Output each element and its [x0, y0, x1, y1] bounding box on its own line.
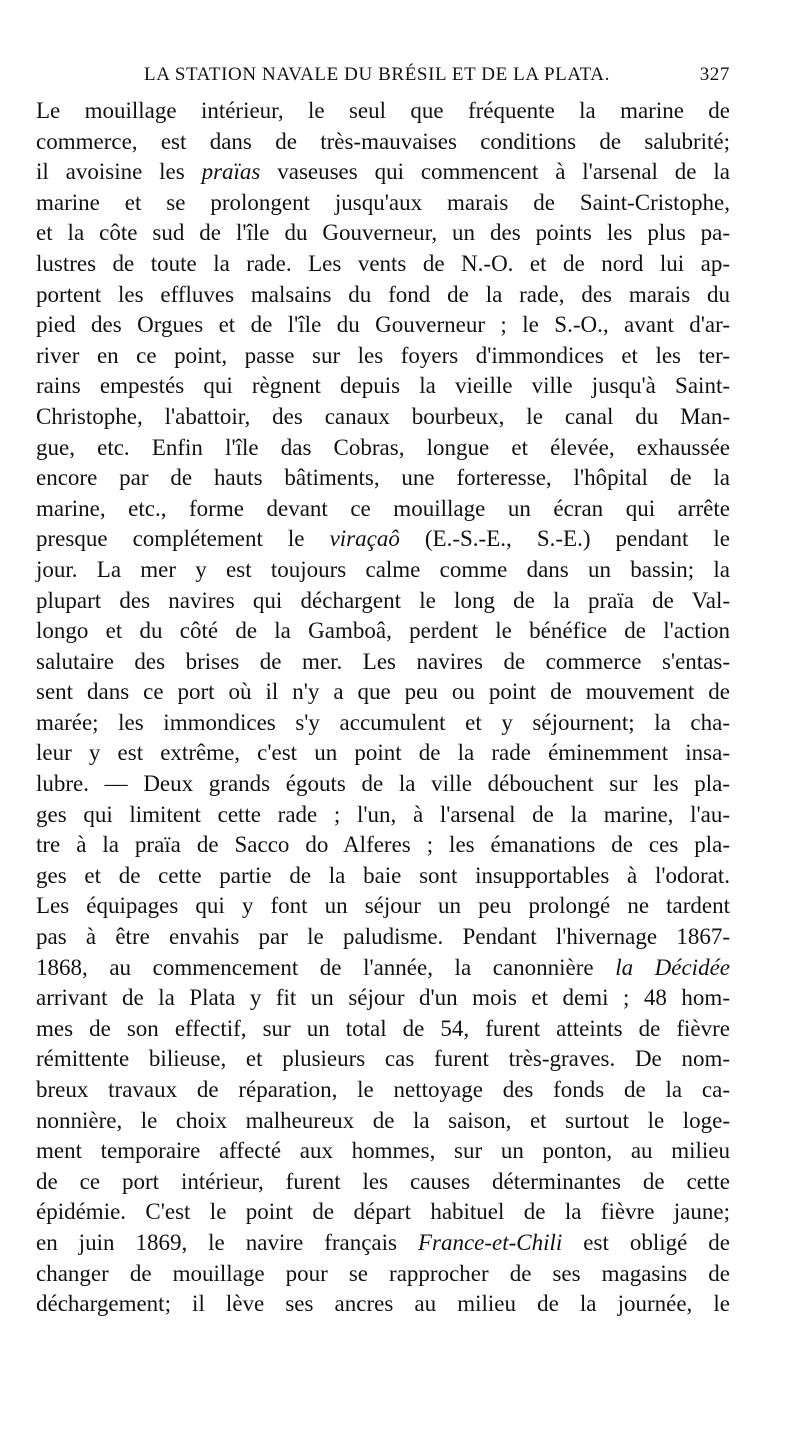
text-segment: pied des Orgues et de l'île du Gouverneur ; le S.-O., avant d'ar-: [36, 312, 730, 338]
text-segment: gue, etc. Enfin l'île das Cobras, longue et élevée, exhaussée: [36, 434, 730, 460]
text-segment: 1868, au commencement de l'année, la canonnière: [36, 954, 616, 980]
text-segment: marine et se prolongent jusqu'aux marais de Saint-Cristophe,: [36, 189, 730, 215]
text-line: [36, 310, 730, 341]
text-line: [36, 280, 730, 311]
text-line: [36, 983, 730, 1014]
text-line: [36, 1014, 730, 1045]
text-line: [36, 1289, 730, 1320]
text-segment: marée; les immondices s'y accumulent et y séjournent; la cha-: [36, 709, 730, 735]
text-line: [36, 341, 730, 372]
text-segment: commerce, est dans de très-mauvaises conditions de salubrité;: [36, 128, 730, 154]
text-line: [36, 830, 730, 861]
page-number: 327: [699, 64, 730, 85]
text-line: [36, 586, 730, 617]
text-line: [36, 433, 730, 464]
text-line: [36, 157, 730, 188]
text-segment: lustres de toute la rade. Les vents de N.-O. et de nord lui ap-: [36, 250, 730, 276]
text-segment: salutaire des brises de mer. Les navires de commerce s'entas-: [36, 648, 730, 674]
text-segment: changer de mouillage pour se rapprocher de ses magasins de: [36, 1260, 730, 1286]
text-segment: Christophe, l'abattoir, des canaux bourbeux, le canal du Man-: [36, 403, 730, 429]
running-title: LA STATION NAVALE DU BRÉSIL ET DE LA PLATA.: [144, 64, 610, 85]
text-segment: presque complétement le: [36, 526, 330, 552]
text-line: [36, 922, 730, 953]
text-segment: déchargement; il lève ses ancres au milieu de la journée, le: [36, 1291, 730, 1317]
text-segment: et la côte sud de l'île du Gouverneur, un des points les plus pa-: [36, 220, 730, 246]
text-segment: rains empestés qui règnent depuis la vieille ville jusqu'à Saint-: [36, 373, 730, 399]
italic-text: la Décidée: [615, 954, 730, 980]
text-segment: arrivant de la Plata y fit un séjour d'un mois et demi ; 48 hom-: [36, 985, 730, 1011]
text-segment: sent dans ce port où il n'y a que peu ou point de mouvement de: [36, 679, 730, 705]
text-segment: Le mouillage intérieur, le seul que fréquente la marine de: [36, 98, 730, 123]
text-line: [36, 1106, 730, 1137]
text-line: [36, 738, 730, 769]
text-segment: vaseuses qui commencent à l'arsenal de la: [260, 159, 730, 185]
text-segment: longo et du côté de la Gamboâ, perdent le bénéfice de l'action: [36, 618, 730, 644]
text-line: [36, 188, 730, 219]
text-line: [36, 677, 730, 708]
text-segment: jour. La mer y est toujours calme comme dans un bassin; la: [36, 556, 730, 582]
text-line: [36, 800, 730, 831]
text-segment: portent les effluves malsains du fond de la rade, des marais du: [36, 281, 730, 307]
text-segment: rémittente bilieuse, et plusieurs cas furent très-graves. De nom-: [36, 1046, 730, 1072]
body-paragraph: [36, 96, 730, 1320]
text-segment: lubre. — Deux grands égouts de la ville débouchent sur les pla-: [36, 771, 730, 797]
text-segment: tre à la praïa de Sacco do Alferes ; les émanations de ces pla-: [36, 832, 730, 858]
italic-text: France-et-Chili: [417, 1229, 563, 1255]
italic-text: viraçaô: [329, 526, 400, 552]
text-line: [36, 1197, 730, 1228]
text-segment: leur y est extrême, c'est un point de la rade éminemment insa-: [36, 740, 730, 766]
italic-text: praïas: [201, 159, 261, 185]
text-line: [36, 555, 730, 586]
text-segment: est obligé de: [562, 1229, 730, 1255]
text-segment: en juin 1869, le navire français: [36, 1229, 418, 1255]
text-line: [36, 494, 730, 525]
text-segment: marine, etc., forme devant ce mouillage un écran qui arrête: [36, 495, 730, 521]
text-segment: il avoisine les: [36, 159, 202, 185]
text-line: [36, 1075, 730, 1106]
text-segment: ment temporaire affecté aux hommes, sur un ponton, au milieu: [36, 1138, 730, 1164]
text-line: [36, 127, 730, 158]
text-segment: de ce port intérieur, furent les causes déterminantes de cette: [36, 1168, 730, 1194]
page-header: [36, 64, 730, 92]
text-line: [36, 616, 730, 647]
text-line: [36, 524, 730, 555]
text-line: [36, 861, 730, 892]
text-line: [36, 249, 730, 280]
text-line: [36, 647, 730, 678]
text-segment: encore par de hauts bâtiments, une forteresse, l'hôpital de la: [36, 465, 730, 491]
text-segment: ges qui limitent cette rade ; l'un, à l'arsenal de la marine, l'au-: [36, 801, 730, 827]
text-line: [36, 402, 730, 433]
text-line: [36, 1136, 730, 1167]
text-segment: plupart des navires qui déchargent le long de la praïa de Val-: [36, 587, 730, 613]
text-segment: breux travaux de réparation, le nettoyage des fonds de la ca-: [36, 1077, 730, 1102]
text-line: [36, 371, 730, 402]
text-segment: (E.-S.-E., S.-E.) pendant le: [399, 526, 730, 552]
text-line: [36, 463, 730, 494]
text-segment: mes de son effectif, sur un total de 54, furent atteints de fièvre: [36, 1015, 730, 1041]
text-segment: épidémie. C'est le point de départ habituel de la fièvre jaune;: [36, 1199, 730, 1225]
text-line: [36, 218, 730, 249]
text-line: [36, 96, 730, 127]
text-segment: ges et de cette partie de la baie sont insupportables à l'odorat.: [36, 862, 730, 888]
text-line: [36, 769, 730, 800]
text-line: [36, 708, 730, 739]
text-line: [36, 953, 730, 984]
text-segment: river en ce point, passe sur les foyers d'immondices et les ter-: [36, 342, 730, 368]
text-segment: nonnière, le choix malheureux de la saison, et surtout le loge-: [36, 1107, 730, 1133]
text-line: [36, 1167, 730, 1198]
text-line: [36, 891, 730, 922]
text-line: [36, 1259, 730, 1290]
text-segment: Les équipages qui y font un séjour un peu prolongé ne tardent: [36, 893, 730, 919]
text-line: [36, 1044, 730, 1075]
text-segment: pas à être envahis par le paludisme. Pendant l'hivernage 1867-: [36, 924, 730, 950]
text-line: [36, 1228, 730, 1259]
